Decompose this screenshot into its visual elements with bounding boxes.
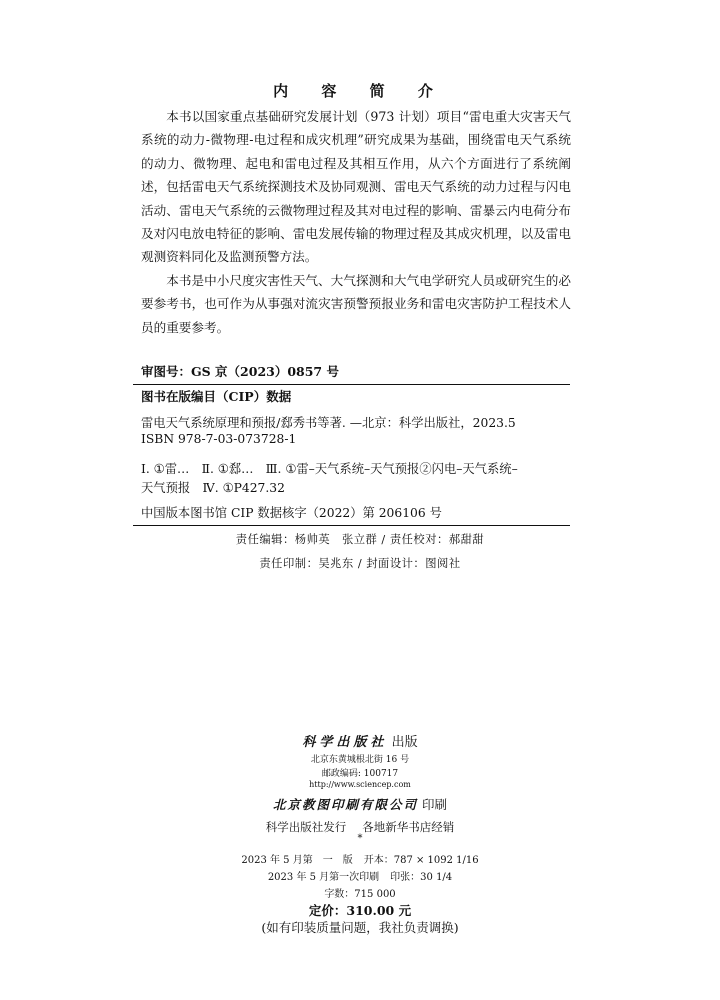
divider-top	[133, 384, 570, 385]
printing-line	[0, 868, 720, 883]
printing: 2023 年 5 月第一次印刷	[267, 872, 380, 883]
quality-note: (如有印装质量问题，我社负责调换)	[261, 920, 459, 935]
publisher-website: http://www.sciencep.com	[309, 780, 411, 789]
publisher-address: 北京东黄城根北街 16 号	[310, 755, 410, 765]
edition: 2023 年 5 月第 一 版	[241, 855, 353, 866]
publisher-suffix: 出版	[391, 735, 418, 750]
divider-bottom	[133, 525, 570, 526]
cip-classification: Ⅰ. ①雷… Ⅱ. ①郄… Ⅲ. ①雷–天气系统–天气预报②闪电–天气系统–	[141, 462, 518, 476]
book-format: 开本：787 × 1092 1/16	[363, 855, 479, 866]
word-count: 字数：715 000	[324, 889, 396, 900]
distributor: 科学出版社发行	[265, 820, 347, 834]
cip-heading: 图书在版编目（CIP）数据	[141, 389, 292, 404]
printer-name: 北京教图印刷有限公司	[272, 797, 418, 812]
publisher-line	[0, 731, 720, 750]
publisher-postcode: 邮政编码: 100717	[321, 769, 399, 779]
page-title: 内 容 简 介	[273, 82, 447, 100]
printer-line	[0, 795, 720, 813]
printer-suffix: 印刷	[421, 797, 447, 812]
cip-record-number: 中国版本图书馆 CIP 数据核字（2022）第 206106 号	[141, 506, 442, 520]
publisher-name: 科学出版社	[302, 735, 388, 750]
production-credits: 责任印制：吴兆东 / 封面设计：图阅社	[259, 557, 461, 570]
content-summary	[141, 105, 571, 339]
edition-line	[0, 851, 720, 866]
price: 定价：310.00 元	[308, 903, 412, 918]
summary-paragraph-2: 本书是中小尺度灾害性天气、大气探测和大气电学研究人员或研究生的必要参考书，也可作为从事强对流灾害预警预报业务和雷电灾害防护工程技术人员的重要参考。	[141, 272, 571, 335]
summary-paragraph-1: 本书以国家重点基础研究发展计划（973 计划）项目“雷电重大灾害天气系统的动力-微物理-电过程和成灾机理”研究成果为基础，围绕雷电天气系统的动力、微物理、起电和雷电过程及其相互作用，从六个方面进行了系统阐述，包括雷电天气系统探测技术及协同观测、雷电天气系统的动力过程与闪电活动、雷电天气系统的云微物理过程及其对电过程的影响、雷暴云内电荷分布及对闪电放电特征的影响、雷电发展传输的物理过程及其成灾机理，以及雷电观测资料同化及监测预警方法。	[141, 109, 571, 265]
cip-isbn: ISBN 978-7-03-073728-1	[141, 432, 297, 446]
cip-title-line: 雷电天气系统原理和预报/郄秀书等著. —北京：科学出版社，2023.5	[141, 416, 516, 430]
retailer: 各地新华书店经销	[362, 820, 455, 834]
cip-classification-cont: 天气预报 Ⅳ. ①P427.32	[141, 481, 285, 495]
separator-mark: *	[357, 833, 363, 844]
editor-credits: 责任编辑：杨帅英 张立群 / 责任校对：郝甜甜	[235, 533, 485, 546]
printed-sheets: 印张：30 1/4	[390, 872, 453, 883]
map-review-number: 审图号：GS 京（2023）0857 号	[141, 364, 339, 379]
